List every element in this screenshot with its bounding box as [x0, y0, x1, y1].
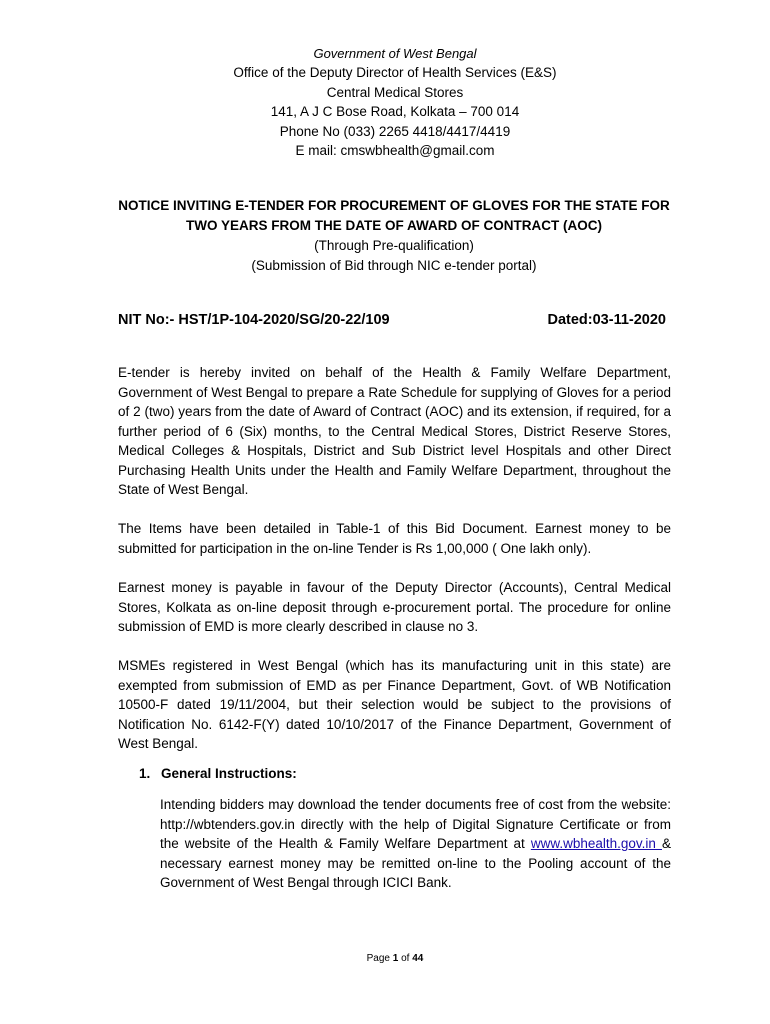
government-name: Government of West Bengal: [313, 46, 477, 61]
page-word: Page: [366, 953, 390, 964]
notice-title-line-2: TWO YEARS FROM THE DATE OF AWARD OF CONTRACT (AOC): [186, 218, 602, 233]
page-number: 1: [392, 953, 399, 964]
wbhealth-link[interactable]: www.wbhealth.gov.in: [530, 836, 662, 851]
section-body-general-instructions: [160, 795, 671, 893]
nit-line: [118, 310, 666, 330]
letterhead: [0, 45, 770, 161]
paragraph-msme-exemption: MSMEs registered in West Bengal (which has its manufacturing unit in this state) are exempted from submission of EMD as per Finance Department, Govt. of WB Notification 10500-F dated 19/11/2004, but their selection would be subject to the provisions of Notification No. 6142-F(Y) dated 10/10/2017 of the Finance Department, Government of West Bengal.: [118, 658, 671, 751]
stores-name: Central Medical Stores: [326, 84, 464, 100]
section-title: General Instructions:: [161, 766, 297, 781]
office-name: Office of the Deputy Director of Health Services (E&S): [233, 65, 557, 80]
section-heading-general-instructions: [139, 764, 297, 784]
notice-title-line-1: NOTICE INVITING E-TENDER FOR PROCUREMENT OF GLOVES FOR THE STATE FOR: [118, 198, 670, 213]
notice-subtitle-1: (Through Pre-qualification): [314, 238, 474, 253]
nit-number: NIT No:- HST/1P-104-2020/SG/20-22/109: [118, 312, 390, 328]
office-phone: Phone No (033) 2265 4418/4417/4419: [279, 123, 511, 139]
nit-date: Dated:03-11-2020: [547, 312, 666, 328]
office-address: 141, A J C Bose Road, Kolkata – 700 014: [270, 104, 520, 119]
paragraph-earnest-money-amount: The Items have been detailed in Table-1 of this Bid Document. Earnest money to be submitted for participation in the on-line Tender is Rs 1,00,000 ( One lakh only).: [118, 521, 671, 556]
paragraph-invitation: E-tender is hereby invited on behalf of the Health & Family Welfare Department, Government of West Bengal to prepare a Rate Schedule for supplying of Gloves for a period of 2 (two) years from the date of Award of Contract (AOC) and its extension, if required, for a further period of 6 (Six) months, to the Central Medical Stores, District Reserve Stores, Medical Colleges & Hospitals, District and Sub District level Hospitals and other Direct Purchasing Health Units under the Health and Family Welfare Department, throughout the State of West Bengal.: [118, 365, 671, 497]
notice-title: [104, 196, 684, 275]
section-body-text-2: & necessary earnest money may be remitted on-line to the Pooling account of the Government of West Bengal through ICICI Bank.: [160, 836, 671, 890]
office-email: E mail: cmswbhealth@gmail.com: [295, 143, 495, 158]
total-pages: 44: [412, 953, 424, 964]
paragraph-earnest-money-payment: Earnest money is payable in favour of the Deputy Director (Accounts), Central Medical Stores, Kolkata as on-line deposit through e-procurement portal. The procedure for online submission of EMD is more clearly described in clause no 3.: [118, 580, 671, 634]
section-number: 1.: [139, 766, 151, 781]
notice-subtitle-2: (Submission of Bid through NIC e-tender portal): [251, 257, 537, 273]
page-footer: [0, 952, 770, 966]
section-body-text-1: Intending bidders may download the tender documents free of cost from the website: http://wbtenders.gov.in directly with the help of Digital Signature Certificate or from the website of the Health & Family Welfare Department at: [160, 797, 671, 851]
of-word: of: [401, 953, 410, 964]
